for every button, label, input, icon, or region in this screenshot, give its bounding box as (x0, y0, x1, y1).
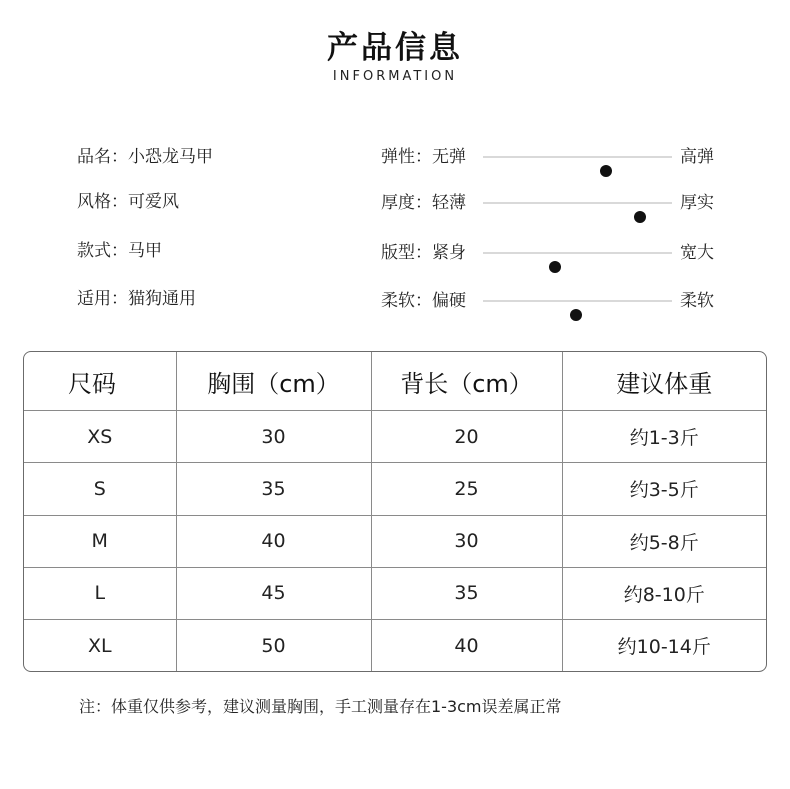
attr-indicator-dot (570, 309, 582, 321)
attr-track (483, 202, 672, 204)
cell-chest: 35 (176, 463, 371, 515)
header-size: 尺码 (24, 352, 176, 411)
info-value: 可爱风 (128, 192, 179, 212)
header-back-length: 背长（cm） (371, 352, 562, 411)
info-value: 猫狗通用 (128, 289, 196, 309)
attr-high-label: 高弹 (680, 147, 714, 167)
size-table (23, 351, 767, 672)
cell-weight: 约1-3斤 (562, 411, 766, 463)
info-item-name (77, 142, 213, 172)
attr-thickness (381, 188, 721, 218)
info-item-suitable (77, 284, 196, 314)
cell-weight: 约8-10斤 (562, 567, 766, 619)
table-row (24, 567, 766, 619)
info-label: 品名： (77, 147, 128, 167)
cell-size: L (24, 567, 176, 619)
cell-back-length: 25 (371, 463, 562, 515)
table-row (24, 515, 766, 567)
cell-back-length: 30 (371, 515, 562, 567)
cell-size: M (24, 515, 176, 567)
attr-elasticity (381, 142, 721, 172)
header-weight: 建议体重 (562, 352, 766, 411)
attr-indicator-dot (549, 261, 561, 273)
attr-label: 厚度：轻薄 (381, 193, 466, 213)
cell-back-length: 35 (371, 567, 562, 619)
cell-chest: 30 (176, 411, 371, 463)
attr-high-label: 宽大 (680, 243, 714, 263)
cell-size: S (24, 463, 176, 515)
attr-high-label: 厚实 (680, 193, 714, 213)
header-chest: 胸围（cm） (176, 352, 371, 411)
table-row (24, 463, 766, 515)
cell-weight: 约3-5斤 (562, 463, 766, 515)
cell-size: XS (24, 411, 176, 463)
attr-track (483, 300, 672, 302)
page-subtitle: INFORMATION (332, 69, 458, 84)
footnote: 注：体重仅供参考，建议测量胸围，手工测量存在1-3cm误差属正常 (79, 697, 562, 716)
info-label: 款式： (77, 241, 128, 261)
attr-fit (381, 238, 721, 268)
cell-back-length: 20 (371, 411, 562, 463)
info-value: 小恐龙马甲 (128, 147, 213, 167)
cell-chest: 50 (176, 620, 371, 671)
attr-indicator-dot (600, 165, 612, 177)
attr-label: 柔软：偏硬 (381, 291, 466, 311)
cell-chest: 45 (176, 567, 371, 619)
table-header-row (24, 352, 766, 411)
cell-weight: 约5-8斤 (562, 515, 766, 567)
attr-high-label: 柔软 (680, 291, 714, 311)
attr-track (483, 252, 672, 254)
attr-label: 弹性：无弹 (381, 147, 466, 167)
attr-softness (381, 286, 721, 316)
cell-back-length: 40 (371, 620, 562, 671)
cell-weight: 约10-14斤 (617, 636, 711, 659)
cell-size: XL (24, 620, 176, 671)
attr-indicator-dot (634, 211, 646, 223)
info-value: 马甲 (128, 241, 162, 261)
info-item-type (77, 236, 162, 266)
info-label: 风格： (77, 192, 128, 212)
info-item-style (77, 187, 179, 217)
cell-chest: 40 (176, 515, 371, 567)
table-row (24, 620, 766, 671)
table-row (24, 411, 766, 463)
info-label: 适用： (77, 289, 128, 309)
attr-track (483, 156, 672, 158)
attr-label: 版型：紧身 (381, 243, 466, 263)
page-title: 产品信息 (327, 30, 463, 66)
